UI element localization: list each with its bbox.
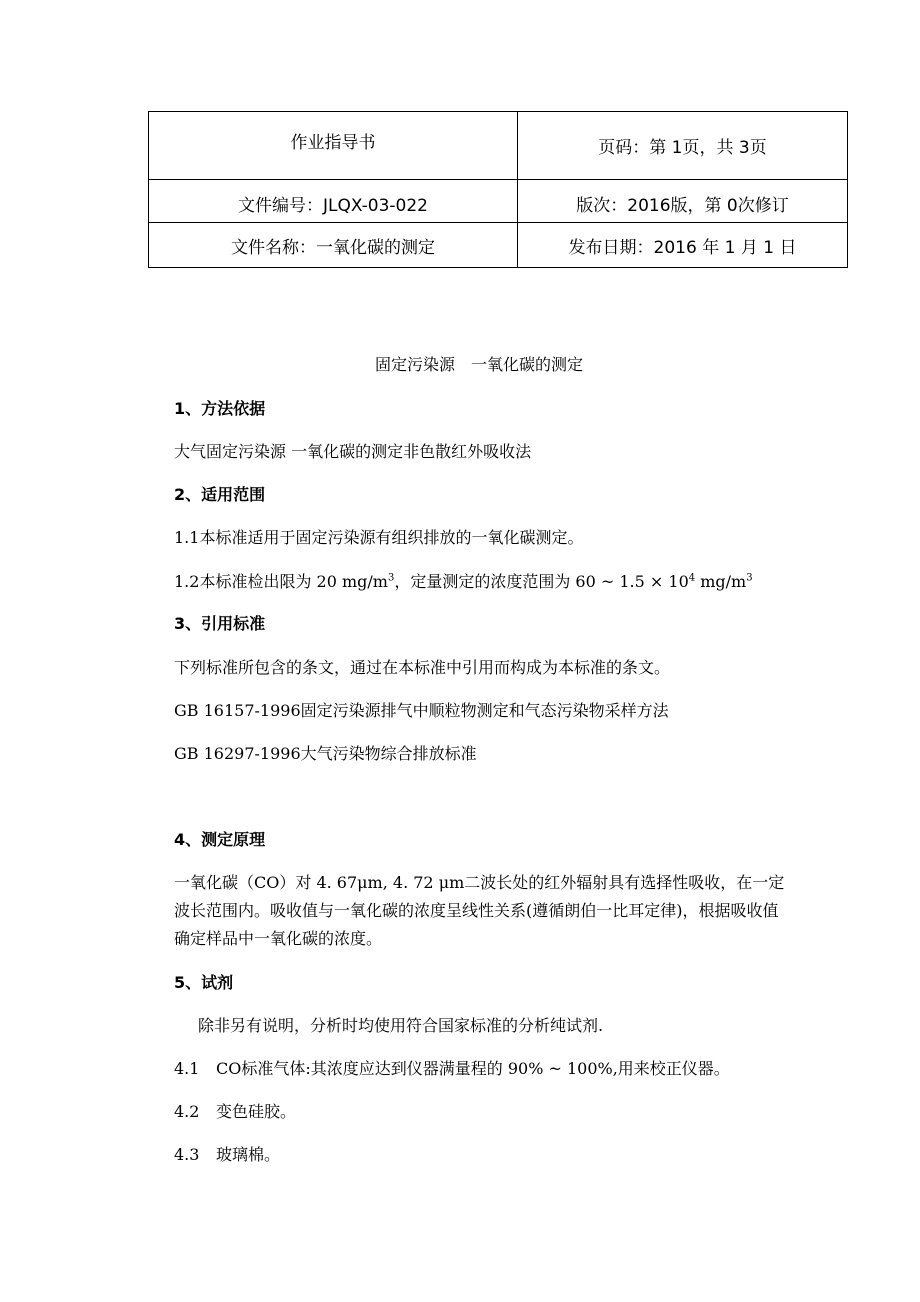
release-date-cell (518, 223, 848, 268)
reagent-text: 玻璃棉。 (216, 1145, 281, 1164)
section-3-ref-2: GB 16297-1996大气污染物综合排放标准 (174, 744, 477, 763)
reagent-number: 4.1 (174, 1059, 200, 1078)
reagent-item (174, 1059, 730, 1079)
section-1-text: 大气固定污染源 一氧化碳的测定非色散红外吸收法 (174, 442, 532, 461)
doc-type-cell (149, 112, 518, 180)
section-5-heading: 5、试剂 (174, 973, 234, 992)
document-title: 固定污染源 一氧化碳的测定 (374, 355, 583, 374)
superscript: 3 (746, 572, 753, 584)
version: 版次：2016版，第 0次修订 (576, 195, 789, 216)
section-3-intro: 下列标准所包含的条文，通过在本标准中引用而构成为本标准的条文。 (174, 658, 671, 677)
range-text: ，定量测定的浓度范围为 60 ~ 1.5 × 10 (394, 572, 689, 591)
doc-number-cell (149, 180, 518, 223)
reagent-item (174, 1102, 296, 1122)
detection-limit-text: 1.2本标准检出限为 20 mg/m (174, 572, 388, 591)
section-2-item-1: 1.1本标准适用于固定污染源有组织排放的一氧化碳测定。 (174, 528, 584, 547)
doc-name: 文件名称：一氧化碳的测定 (231, 237, 435, 258)
doc-type: 作业指导书 (290, 133, 376, 153)
doc-name-cell (149, 223, 518, 268)
section-1-heading: 1、方法依据 (174, 399, 266, 418)
reagent-text: 变色硅胶。 (216, 1102, 297, 1121)
release-date: 发布日期：2016 年 1 月 1 日 (568, 237, 797, 258)
section-3-ref-1: GB 16157-1996固定污染源排气中顺粒物测定和气态污染物采样方法 (174, 701, 669, 720)
reagent-text: CO标准气体:其浓度应达到仪器满量程的 90% ~ 100%,用来校正仪器。 (216, 1059, 730, 1078)
reagent-number: 4.3 (174, 1145, 200, 1164)
section-4-heading: 4、测定原理 (174, 830, 266, 849)
page-info: 页码：第 1页，共 3页 (598, 138, 767, 158)
section-2-heading: 2、适用范围 (174, 485, 266, 504)
superscript: 4 (688, 572, 696, 584)
doc-number: 文件编号：JLQX-03-022 (237, 195, 428, 216)
section-5-intro: 除非另有说明，分析时均使用符合国家标准的分析纯试剂. (198, 1016, 604, 1035)
superscript: 3 (387, 572, 395, 584)
section-3-heading: 3、引用标准 (174, 614, 266, 633)
unit-text: mg/m (695, 572, 747, 591)
reagent-item (174, 1145, 280, 1165)
section-4-text: 一氧化碳（CO）对 4. 67μm, 4. 72 μm二波长处的红外辐射具有选择性吸收，在一定波长范围内。吸收值与一氧化碳的浓度呈线性关系(遵循朗伯一比耳定律)，根据吸收值确定样品中一氧化碳的浓度。 (174, 873, 785, 948)
document-header-table (148, 111, 848, 268)
reagent-number: 4.2 (174, 1102, 200, 1121)
page-info-cell (518, 112, 848, 180)
section-2-item-2 (174, 572, 753, 592)
version-cell (518, 180, 848, 223)
